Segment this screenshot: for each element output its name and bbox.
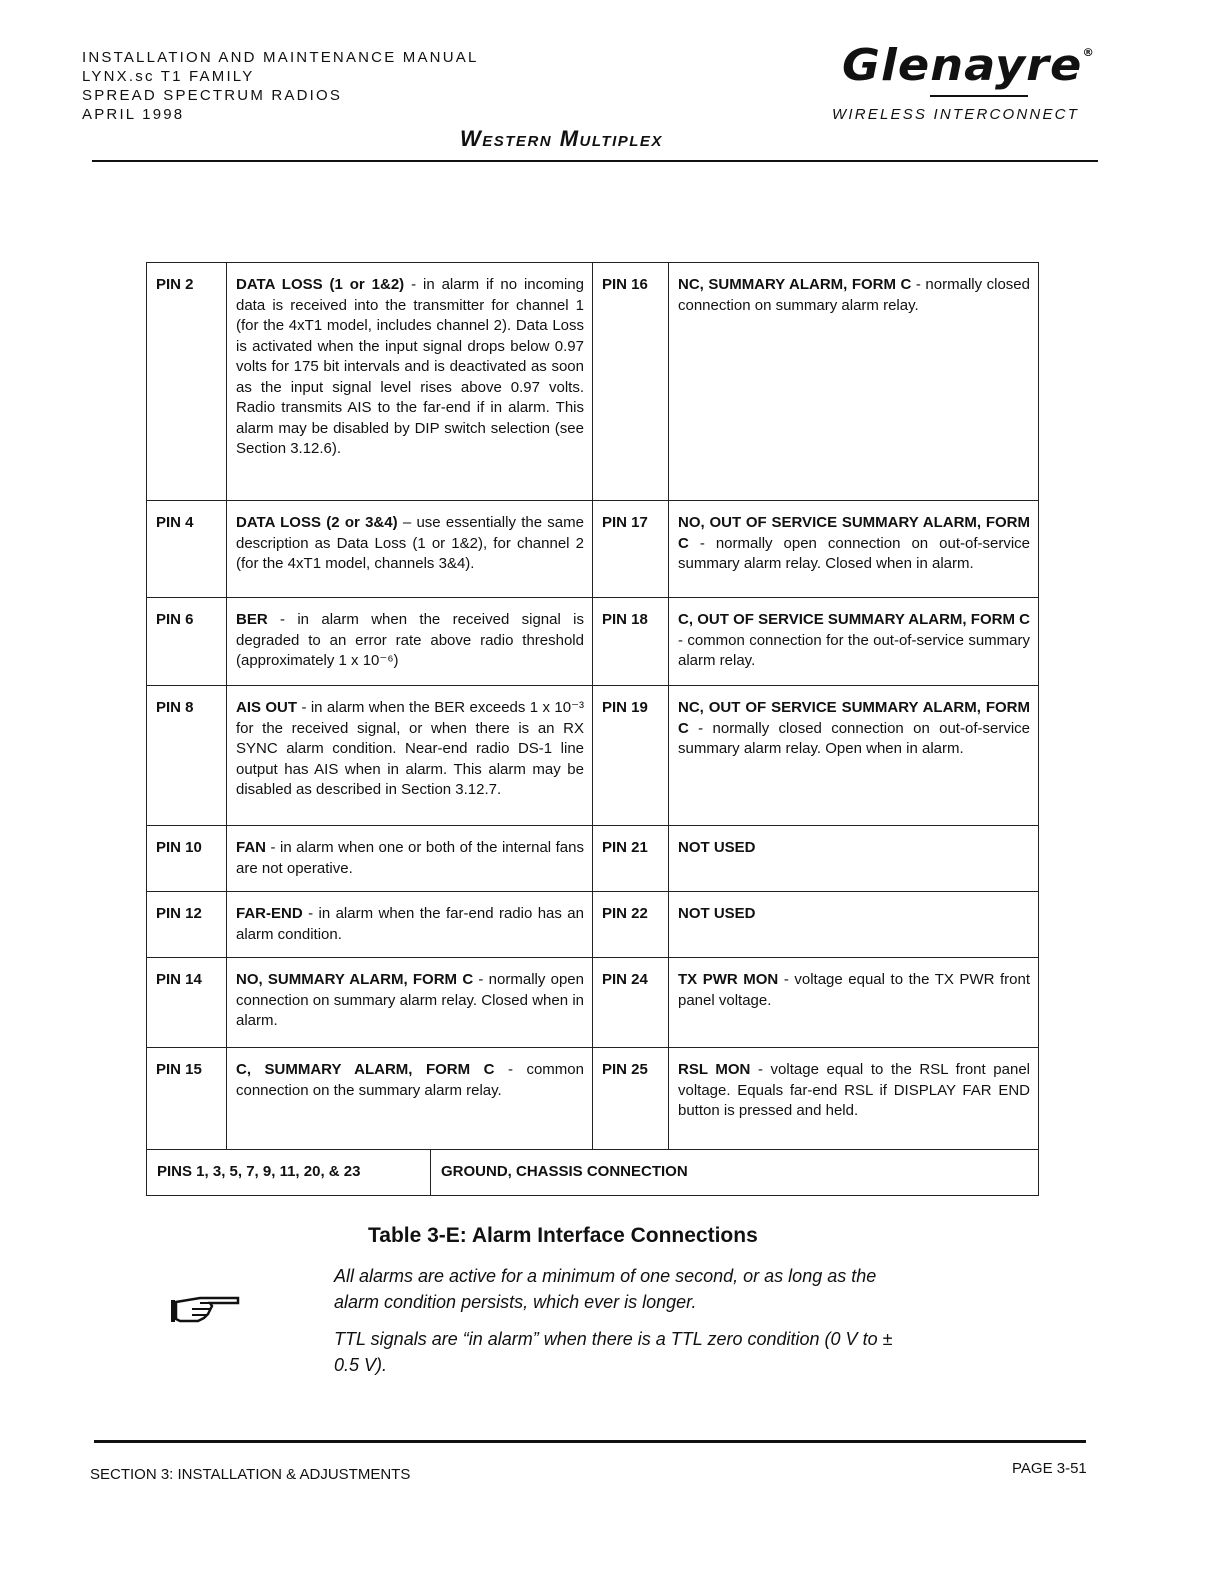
- header-line: SPREAD SPECTRUM RADIOS: [82, 87, 343, 104]
- page-number: PAGE 3-51: [1012, 1460, 1087, 1477]
- logo-text: Glenayre: [841, 40, 1083, 91]
- signal-name: NC, SUMMARY ALARM, FORM C: [678, 276, 912, 293]
- table-row: [147, 598, 1039, 686]
- pin-description: [227, 826, 593, 892]
- pin-label: PIN 22: [593, 892, 669, 958]
- footer-section: SECTION 3: INSTALLATION & ADJUSTMENTS: [90, 1466, 411, 1483]
- pin-description: [669, 1048, 1039, 1150]
- pin-description: [227, 686, 593, 826]
- glenayre-logo: [842, 40, 1095, 91]
- pin-description: [669, 686, 1039, 826]
- signal-name: TX PWR MON: [678, 971, 779, 988]
- signal-name: FAN: [236, 839, 266, 856]
- pin-label: PIN 2: [147, 263, 227, 501]
- logo-underline: [930, 95, 1028, 97]
- pin-label: PIN 12: [147, 892, 227, 958]
- signal-text: - in alarm when the BER exceeds 1 x 10⁻³ for the received signal, or when there is an RX SYNC alarm condition. Near-end radio DS-1 line output has AIS when in alarm. This alarm may be disabled as described in Section 3.12.7.: [236, 699, 584, 798]
- signal-text: - normally closed connection on out-of-service summary alarm relay. Open when in alarm.: [678, 719, 1030, 757]
- signal-name: NC, OUT OF SERVICE SUMMARY ALARM, FORM C: [678, 699, 1030, 737]
- table-row: [147, 501, 1039, 598]
- pin-label: PIN 17: [593, 501, 669, 598]
- table-row: [147, 686, 1039, 826]
- signal-name: DATA LOSS (2 or 3&4): [236, 514, 398, 531]
- signal-name: NO, OUT OF SERVICE SUMMARY ALARM, FORM C: [678, 514, 1030, 552]
- signal-text: – use essentially the same description as Data Loss (1 or 1&2), for channel 2 (for the 4xT1 model, channels 3&4).: [236, 514, 584, 572]
- alarm-interface-table: [146, 262, 1039, 1196]
- signal-name: NOT USED: [678, 839, 756, 856]
- table-row: [147, 1048, 1039, 1150]
- signal-text: - in alarm when the far-end radio has an alarm condition.: [236, 905, 584, 943]
- signal-name: DATA LOSS (1 or 1&2): [236, 276, 405, 293]
- signal-name: NOT USED: [678, 905, 756, 922]
- pin-description: [227, 598, 593, 686]
- pin-label: PIN 18: [593, 598, 669, 686]
- signal-name: FAR-END: [236, 905, 303, 922]
- note-ttl-signals: TTL signals are “in alarm” when there is a TTL zero condition (0 V to ± 0.5 V).: [334, 1329, 893, 1375]
- footer-divider: [94, 1440, 1086, 1443]
- pin-description: [669, 263, 1039, 501]
- pin-label: PIN 15: [147, 1048, 227, 1150]
- signal-name: C, SUMMARY ALARM, FORM C: [236, 1061, 495, 1078]
- pin-label: PIN 24: [593, 958, 669, 1048]
- pin-label: PIN 8: [147, 686, 227, 826]
- table-row: [147, 892, 1039, 958]
- header-line: INSTALLATION AND MAINTENANCE MANUAL: [82, 49, 479, 66]
- pin-label: PIN 14: [147, 958, 227, 1048]
- signal-name: NO, SUMMARY ALARM, FORM C: [236, 971, 474, 988]
- pin-description: [227, 263, 593, 501]
- signal-text: - normally open connection on out-of-service summary alarm relay. Closed when in alarm.: [678, 534, 1030, 572]
- pin-label: PIN 25: [593, 1048, 669, 1150]
- pin-description: [669, 826, 1039, 892]
- pin-label: PIN 16: [593, 263, 669, 501]
- pointing-hand-icon: [170, 1292, 242, 1331]
- pin-label: PIN 4: [147, 501, 227, 598]
- pin-description: [227, 1048, 593, 1150]
- manual-header: [82, 48, 479, 124]
- header-line: APRIL 1998: [82, 106, 185, 123]
- pin-description: [227, 892, 593, 958]
- pin-description: [227, 501, 593, 598]
- table-row: [147, 826, 1039, 892]
- signal-text: - voltage equal to the TX PWR front panel voltage.: [678, 971, 1030, 1009]
- signal-name: AIS OUT: [236, 699, 298, 716]
- pin-label: PIN 19: [593, 686, 669, 826]
- table-row: [147, 958, 1039, 1048]
- signal-text: - voltage equal to the RSL front panel voltage. Equals far-end RSL if DISPLAY FAR END button is pressed and held.: [678, 1061, 1030, 1119]
- signal-name: C, OUT OF SERVICE SUMMARY ALARM, FORM C: [678, 611, 1030, 628]
- signal-text: - normally open connection on summary alarm relay. Closed when in alarm.: [236, 971, 584, 1029]
- signal-name: RSL MON: [678, 1061, 751, 1078]
- signal-text: - normally closed connection on summary alarm relay.: [678, 276, 1030, 314]
- header-divider: [92, 160, 1098, 162]
- table-row: [147, 263, 1039, 501]
- pin-description: [669, 501, 1039, 598]
- header-line: LYNX.sc T1 FAMILY: [82, 68, 255, 85]
- ground-pins: PINS 1, 3, 5, 7, 9, 11, 20, & 23: [147, 1150, 431, 1195]
- signal-text: - in alarm when the received signal is degraded to an error rate above radio threshold (approximately 1 x 10⁻⁶): [236, 611, 584, 669]
- registered-mark: ®: [1082, 46, 1095, 59]
- pin-description: [669, 892, 1039, 958]
- ground-row: [147, 1150, 1039, 1196]
- company-name: Western Multiplex: [460, 126, 663, 151]
- signal-name: BER: [236, 611, 268, 628]
- table-caption: Table 3-E: Alarm Interface Connections: [368, 1224, 758, 1247]
- pin-label: PIN 10: [147, 826, 227, 892]
- pin-label: PIN 6: [147, 598, 227, 686]
- ground-description: GROUND, CHASSIS CONNECTION: [441, 1163, 688, 1180]
- pin-label: PIN 21: [593, 826, 669, 892]
- pin-description: [669, 598, 1039, 686]
- signal-text: - in alarm if no incoming data is received into the transmitter for channel 1 (for the 4xT1 model, includes channel 2). Data Loss is activated when the input signal drops below 0.97 volts for 175 bit intervals and is deactivated as soon as the input signal level rises above 0.97 volts. Radio transmits AIS to the far-end if in alarm. This alarm may be disabled by DIP switch selection (see Section 3.12.6).: [236, 276, 584, 457]
- logo-tagline: WIRELESS INTERCONNECT: [832, 106, 1080, 123]
- signal-text: - in alarm when one or both of the internal fans are not operative.: [236, 839, 584, 877]
- note-alarm-duration: All alarms are active for a minimum of one second, or as long as the alarm condition persists, which ever is longer.: [334, 1266, 877, 1312]
- pin-description: [227, 958, 593, 1048]
- signal-text: - common connection on the summary alarm relay.: [236, 1061, 584, 1099]
- signal-text: - common connection for the out-of-service summary alarm relay.: [678, 631, 1030, 669]
- pin-description: [669, 958, 1039, 1048]
